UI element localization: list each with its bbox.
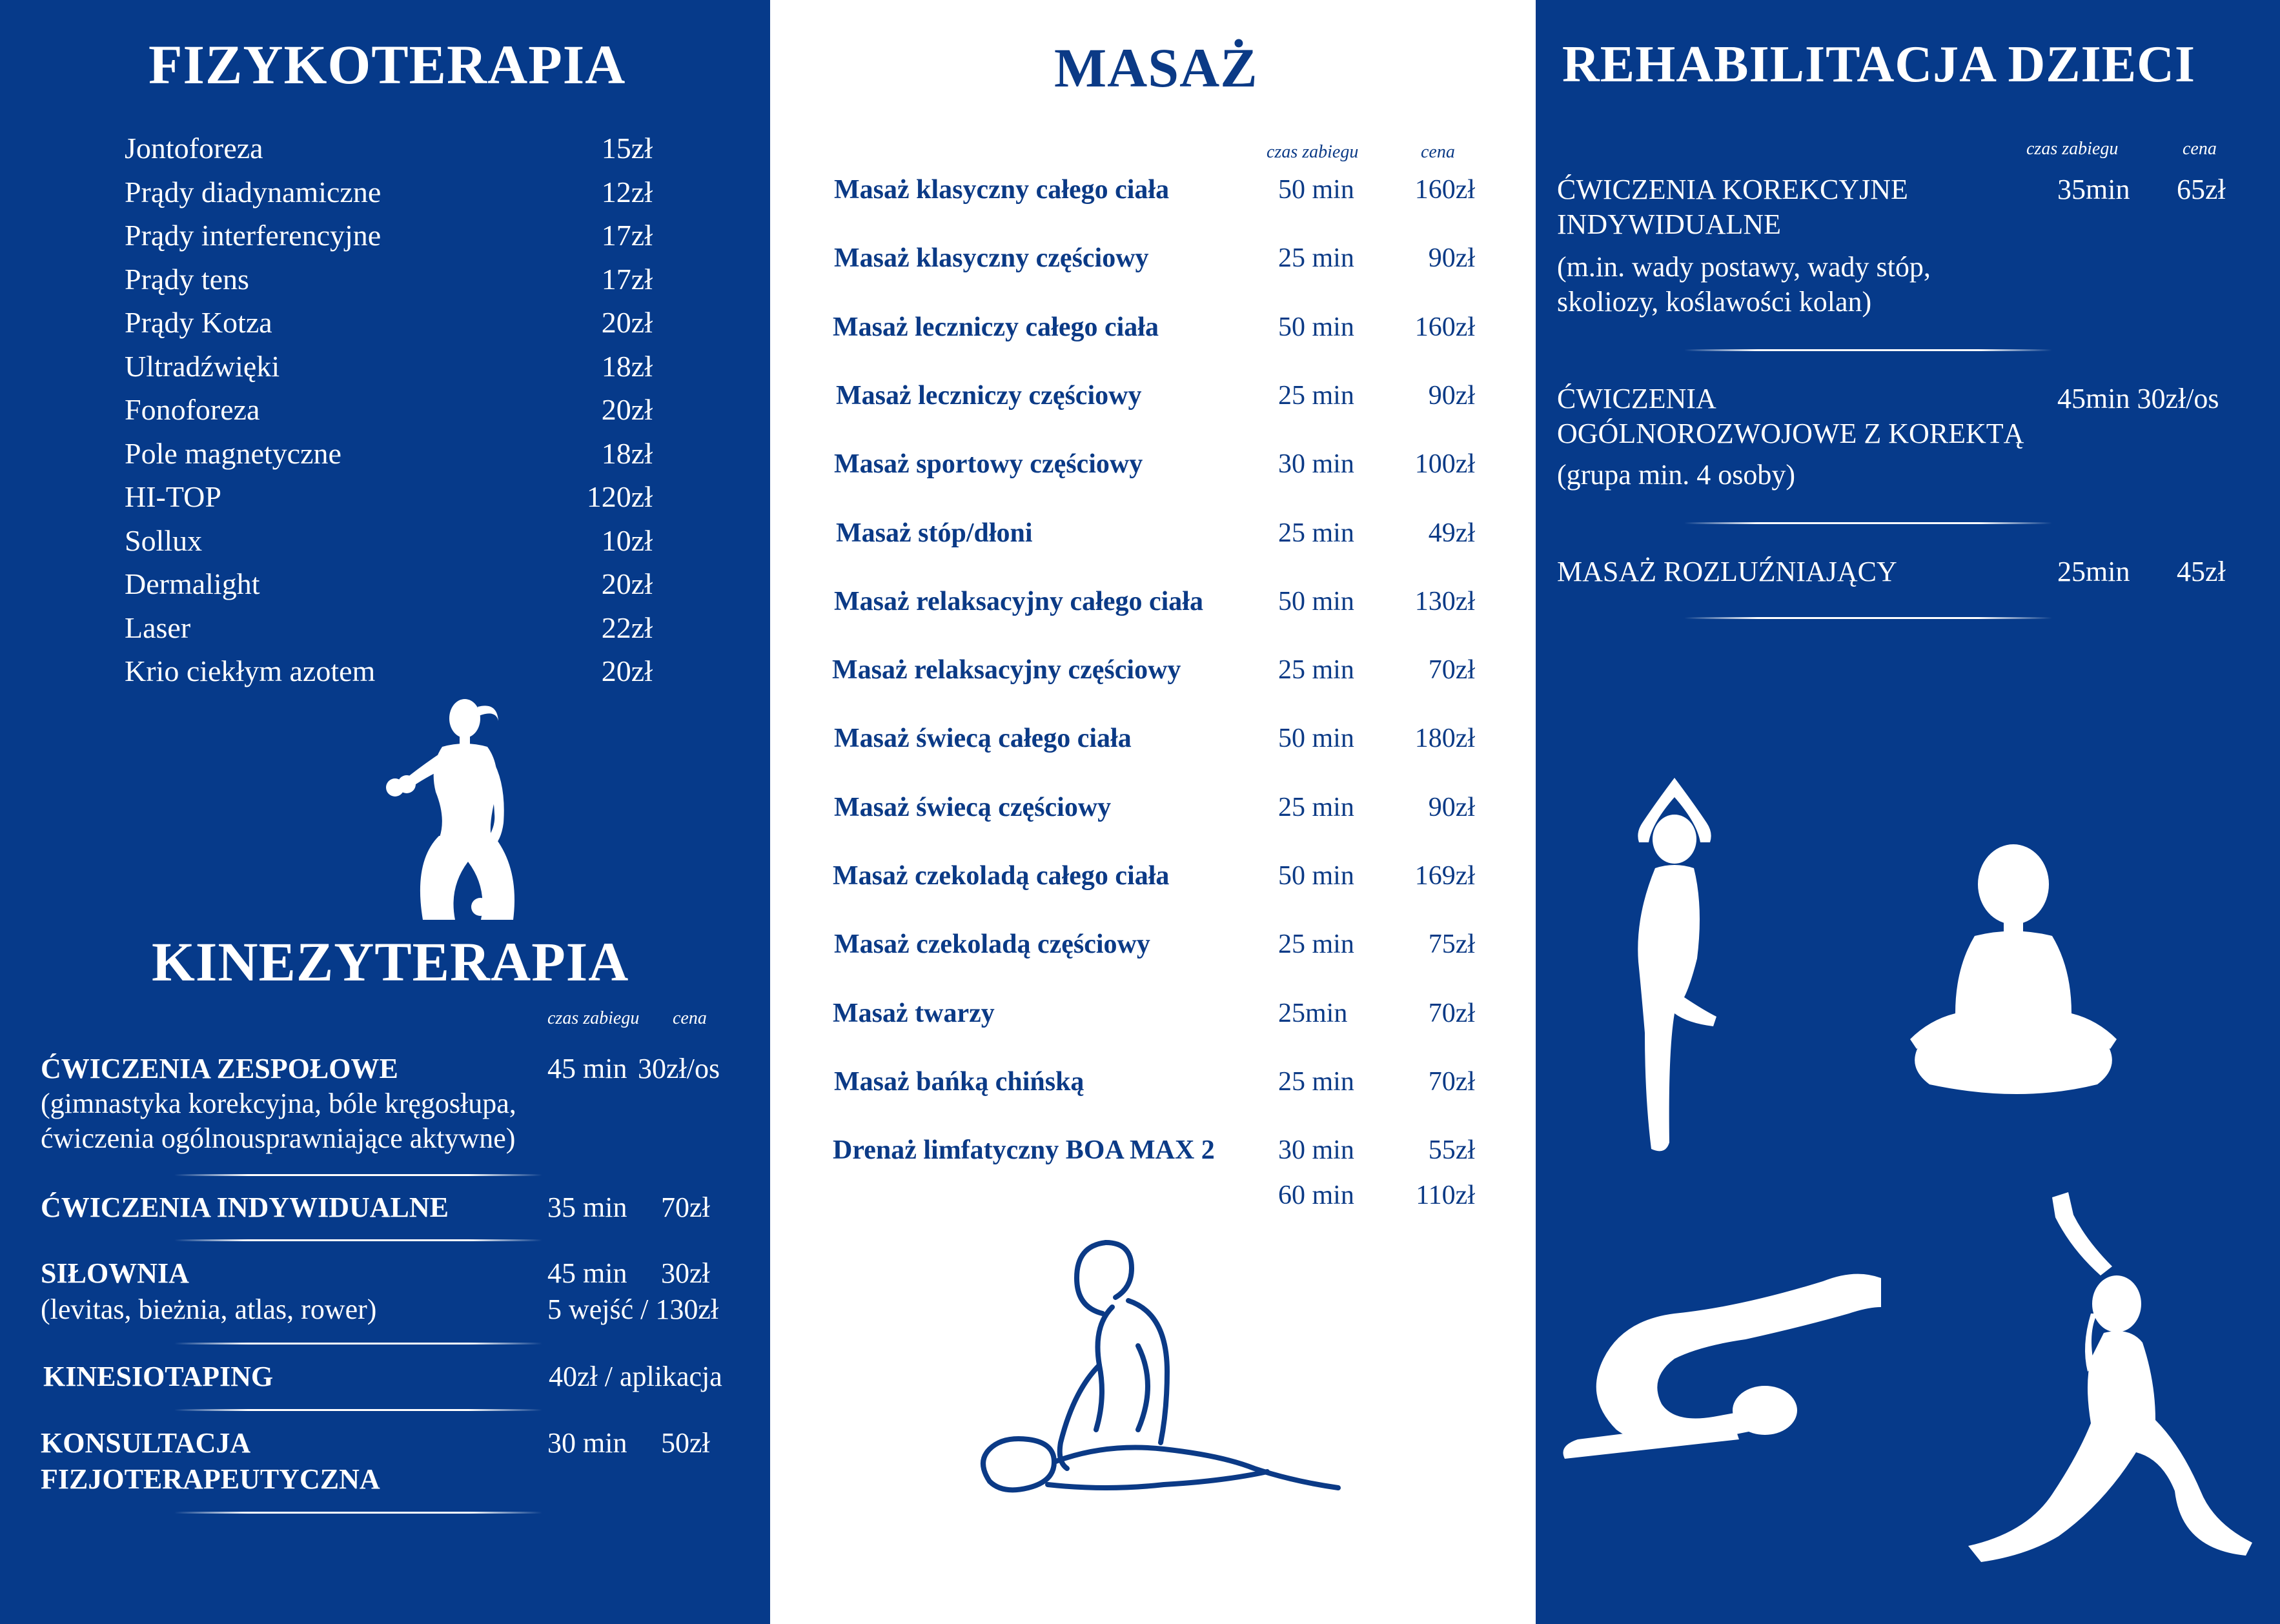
list-item: [770, 586, 1536, 625]
divider: [1684, 522, 2052, 524]
rozluzniajacy-price: 45zł: [2177, 556, 2226, 587]
massage-time: 25 min: [1278, 929, 1354, 960]
divider: [174, 1343, 542, 1345]
massage-price: 90zł: [1428, 380, 1475, 411]
list-item: [770, 998, 1536, 1037]
treatment-name: Prądy tens: [125, 262, 249, 296]
rehabilitacja-col-price: cena: [2183, 139, 2217, 159]
divider: [174, 1239, 542, 1241]
divider: [1684, 617, 2052, 619]
masaz-title: MASAŻ: [1054, 37, 1258, 99]
massage-name: Masaż klasyczny częściowy: [834, 243, 1149, 274]
masaz-col-price: cena: [1421, 142, 1455, 162]
massage-time: 50 min: [1278, 586, 1354, 616]
list-item: [125, 523, 653, 563]
massage-price: 49zł: [1428, 518, 1475, 548]
massage-time: 25 min: [1278, 1066, 1354, 1097]
korekcyjne-desc-1: (m.in. wady postawy, wady stóp,: [1557, 251, 1931, 283]
list-item: [770, 655, 1536, 693]
massage-price: 75zł: [1428, 929, 1475, 960]
treatment-name: Sollux: [125, 523, 203, 557]
list-item: [770, 243, 1536, 281]
massage-time: 25 min: [1278, 380, 1354, 411]
kinezyterapia-col-time: czas zabiegu: [547, 1008, 640, 1028]
indywidualne-name: ĆWICZENIA INDYWIDUALNE: [41, 1192, 449, 1223]
silownia-price: 30zł: [661, 1257, 710, 1289]
massage-price: 70zł: [1428, 1066, 1475, 1097]
massage-price: 160zł: [1414, 175, 1475, 205]
zespolowe-time: 45 min: [547, 1053, 627, 1084]
kinesiotaping-price: 40zł / aplikacja: [549, 1361, 722, 1392]
treatment-name: Fonoforeza: [125, 393, 260, 426]
treatment-name: Laser: [125, 611, 191, 644]
konsultacja-name-1: KONSULTACJA: [41, 1427, 251, 1459]
masaz-col-time: czas zabiegu: [1267, 142, 1359, 162]
treatment-price: 120zł: [586, 480, 653, 513]
kinesiotaping-name: KINESIOTAPING: [43, 1361, 274, 1392]
silownia-pass: 5 wejść / 130zł: [547, 1294, 719, 1325]
massage-icon: [951, 1230, 1351, 1514]
treatment-price: 20zł: [601, 393, 653, 426]
indywidualne-time: 35 min: [547, 1192, 627, 1223]
massage-price: 169zł: [1414, 861, 1475, 891]
massage-name: Masaż bańką chińską: [834, 1066, 1084, 1097]
massage-name: Masaż leczniczy częściowy: [836, 380, 1142, 411]
massage-time: 25min: [1278, 998, 1348, 1028]
treatment-name: Prądy diadynamiczne: [125, 175, 382, 208]
treatment-price: 18zł: [601, 436, 653, 470]
list-item: [770, 723, 1536, 762]
massage-time: 50 min: [1278, 861, 1354, 891]
treatment-price: 20zł: [601, 567, 653, 600]
massage-name: Masaż relaksacyjny całego ciała: [834, 586, 1203, 616]
silownia-name: SIŁOWNIA: [41, 1257, 189, 1289]
massage-price: 160zł: [1414, 312, 1475, 342]
list-item: [125, 349, 653, 389]
massage-name: Masaż stóp/dłoni: [836, 518, 1033, 548]
zespolowe-price: 30zł/os: [638, 1053, 720, 1084]
list-item: [770, 174, 1536, 213]
list-item: [770, 380, 1536, 419]
treatment-price: 17zł: [601, 219, 653, 252]
treatment-price: 20zł: [601, 655, 653, 687]
massage-price: 90zł: [1428, 792, 1475, 822]
rehabilitacja-col-time: czas zabiegu: [2026, 139, 2119, 159]
treatment-price: 20zł: [601, 306, 653, 339]
massage-price: 130zł: [1414, 586, 1475, 616]
fizykoterapia-panel: [0, 0, 770, 1624]
divider: [174, 1512, 542, 1514]
divider: [1684, 349, 2052, 351]
list-item: [125, 567, 653, 607]
list-item: [770, 312, 1536, 350]
konsultacja-price: 50zł: [661, 1427, 710, 1459]
treatment-name: Dermalight: [125, 567, 260, 600]
list-item: [770, 860, 1536, 899]
treatment-price: 17zł: [601, 262, 653, 296]
zespolowe-desc-2: ćwiczenia ogólnousprawniające aktywne): [41, 1122, 516, 1154]
list-item: [770, 449, 1536, 487]
list-item: [125, 262, 653, 302]
massage-time: 30 min: [1278, 1135, 1354, 1166]
massage-price: 70zł: [1428, 655, 1475, 685]
zespolowe-name: ĆWICZENIA ZESPOŁOWE: [41, 1053, 398, 1084]
list-item: [770, 929, 1536, 968]
kinezyterapia-title: KINEZYTERAPIA: [152, 931, 629, 993]
yoga-child-plow-icon: [1552, 1255, 1900, 1468]
list-item: [770, 518, 1536, 556]
list-item: [125, 436, 653, 476]
treatment-name: Pole magnetyczne: [125, 436, 341, 470]
massage-time: 25 min: [1278, 518, 1354, 548]
silownia-time: 45 min: [547, 1257, 627, 1289]
masaz-panel: [770, 0, 1536, 1624]
rozluzniajacy-time: 25min: [2057, 556, 2130, 587]
konsultacja-name-2: FIZJOTERAPEUTYCZNA: [41, 1463, 380, 1495]
rehabilitacja-title: REHABILITACJA DZIECI: [1562, 36, 2195, 93]
treatment-name: Ultradźwięki: [125, 349, 280, 383]
treatment-price: 10zł: [601, 523, 653, 557]
massage-name: Masaż czekoladą częściowy: [834, 929, 1150, 960]
korekcyjne-time: 35min: [2057, 174, 2130, 205]
massage-time: 50 min: [1278, 175, 1354, 205]
massage-price: 90zł: [1428, 243, 1475, 274]
korekcyjne-desc-2: skoliozy, koślawości kolan): [1557, 286, 1872, 318]
list-item: [125, 480, 653, 520]
massage-name: Masaż relaksacyjny częściowy: [832, 655, 1181, 685]
silownia-desc: (levitas, bieżnia, atlas, rower): [41, 1294, 377, 1325]
kinezyterapia-col-price: cena: [673, 1008, 707, 1028]
massage-name: Masaż świecą częściowy: [834, 792, 1112, 822]
zespolowe-desc-1: (gimnastyka korekcyjna, bóle kręgosłupa,: [41, 1088, 516, 1119]
massage-name: Masaż leczniczy całego ciała: [833, 312, 1159, 342]
ogolnorozwojowe-name-2: OGÓLNOROZWOJOWE Z KOREKTĄ: [1557, 418, 2024, 449]
massage-time: 30 min: [1278, 449, 1354, 480]
list-item: [770, 1066, 1536, 1105]
treatment-name: Krio ciekłym azotem: [125, 655, 376, 687]
konsultacja-time: 30 min: [547, 1427, 627, 1459]
list-item: [125, 305, 653, 345]
treatment-price: 15zł: [601, 132, 653, 165]
ogolnorozwojowe-name-1: ĆWICZENIA: [1557, 383, 1716, 414]
massage-price: 70zł: [1428, 998, 1475, 1028]
treatment-name: Jontoforeza: [125, 132, 263, 165]
dumbbell-woman-icon: [374, 694, 529, 933]
list-item: [125, 654, 653, 694]
massage-name: Masaż świecą całego ciała: [834, 724, 1132, 754]
indywidualne-price: 70zł: [661, 1192, 710, 1223]
massage-name: Masaż czekoladą całego ciała: [833, 861, 1170, 891]
list-item: [125, 392, 653, 432]
list-item: [125, 218, 653, 258]
massage-time: 25 min: [1278, 655, 1354, 685]
massage-price: 180zł: [1414, 724, 1475, 754]
rehabilitacja-panel: [1536, 0, 2280, 1624]
massage-time: 25 min: [1278, 243, 1354, 274]
yoga-child-warrior-icon: [1897, 1191, 2259, 1578]
treatment-price: 12zł: [601, 175, 653, 208]
yoga-child-tree-icon: [1610, 771, 1739, 1172]
massage-name: Drenaż limfatyczny BOA MAX 2: [833, 1135, 1215, 1166]
ogolnorozwojowe-desc: (grupa min. 4 osoby): [1557, 459, 1796, 491]
drenaz-extra-price: 110zł: [1416, 1181, 1475, 1210]
ogolnorozwojowe-time-price: 45min 30zł/os: [2057, 383, 2219, 414]
divider: [174, 1174, 542, 1176]
massage-time: 50 min: [1278, 312, 1354, 342]
massage-price: 55zł: [1428, 1135, 1475, 1166]
fizykoterapia-title: FIZYKOTERAPIA: [148, 34, 626, 96]
massage-time: 50 min: [1278, 724, 1354, 754]
treatment-name: Prądy interferencyjne: [125, 219, 382, 252]
massage-name: Masaż klasyczny całego ciała: [834, 175, 1170, 205]
yoga-child-lotus-icon: [1910, 839, 2117, 1104]
korekcyjne-name-1: ĆWICZENIA KOREKCYJNE: [1557, 174, 1908, 205]
massage-time: 25 min: [1278, 792, 1354, 822]
massage-price: 100zł: [1414, 449, 1475, 480]
treatment-price: 22zł: [601, 611, 653, 644]
divider: [174, 1409, 542, 1411]
list-item: [125, 611, 653, 651]
treatment-name: Prądy Kotza: [125, 306, 272, 339]
list-item: [125, 131, 653, 171]
korekcyjne-name-2: INDYWIDUALNE: [1557, 208, 1782, 240]
drenaz-extra-time: 60 min: [1278, 1181, 1354, 1210]
list-item: [770, 792, 1536, 831]
list-item: [770, 1135, 1536, 1173]
massage-name: Masaż sportowy częściowy: [834, 449, 1143, 480]
treatment-price: 18zł: [601, 349, 653, 383]
treatment-name: HI-TOP: [125, 480, 221, 513]
massage-name: Masaż twarzy: [833, 998, 995, 1028]
rozluzniajacy-name: MASAŻ ROZLUŹNIAJĄCY: [1557, 556, 1897, 587]
list-item: [125, 175, 653, 215]
korekcyjne-price: 65zł: [2177, 174, 2226, 205]
